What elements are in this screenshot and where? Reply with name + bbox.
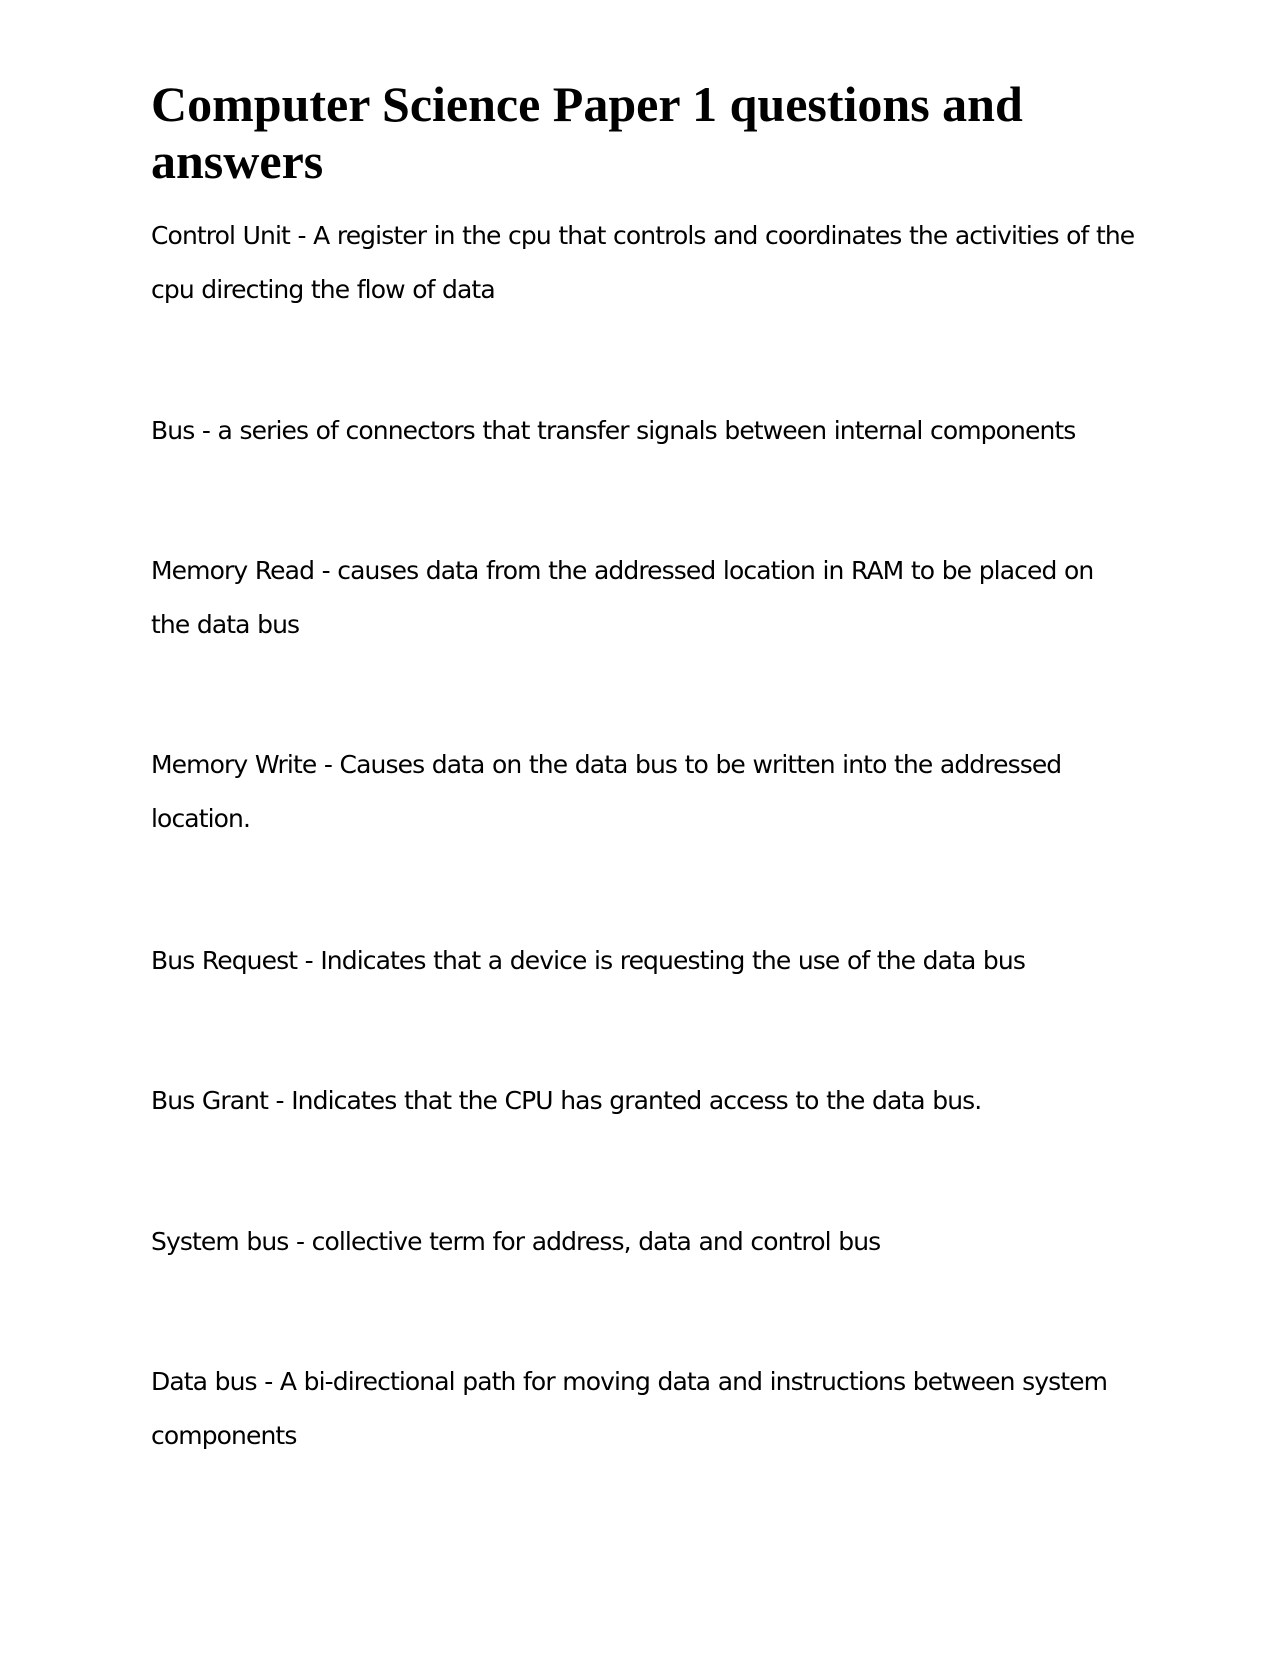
entry-bus-request: Bus Request - Indicates that a device is requesting the use of the data bus [151, 946, 1025, 975]
entry-system-bus: System bus - collective term for address, data and control bus [151, 1227, 881, 1256]
entry-bus: Bus - a series of connectors that transfer signals between internal components [151, 416, 1076, 445]
entry-memory-write: Memory Write - Causes data on the data bus to be written into the addressed location. [151, 750, 1062, 833]
entry-data-bus: Data bus - A bi-directional path for moving data and instructions between system components [151, 1367, 1108, 1450]
document-title: Computer Science Paper 1 questions and answers [151, 76, 1023, 189]
entry-memory-read: Memory Read - causes data from the addressed location in RAM to be placed on the data bus [151, 556, 1094, 639]
entry-control-unit: Control Unit - A register in the cpu that controls and coordinates the activities of the cpu directing the flow of data [151, 221, 1135, 304]
entry-bus-grant: Bus Grant - Indicates that the CPU has granted access to the data bus. [151, 1086, 982, 1115]
